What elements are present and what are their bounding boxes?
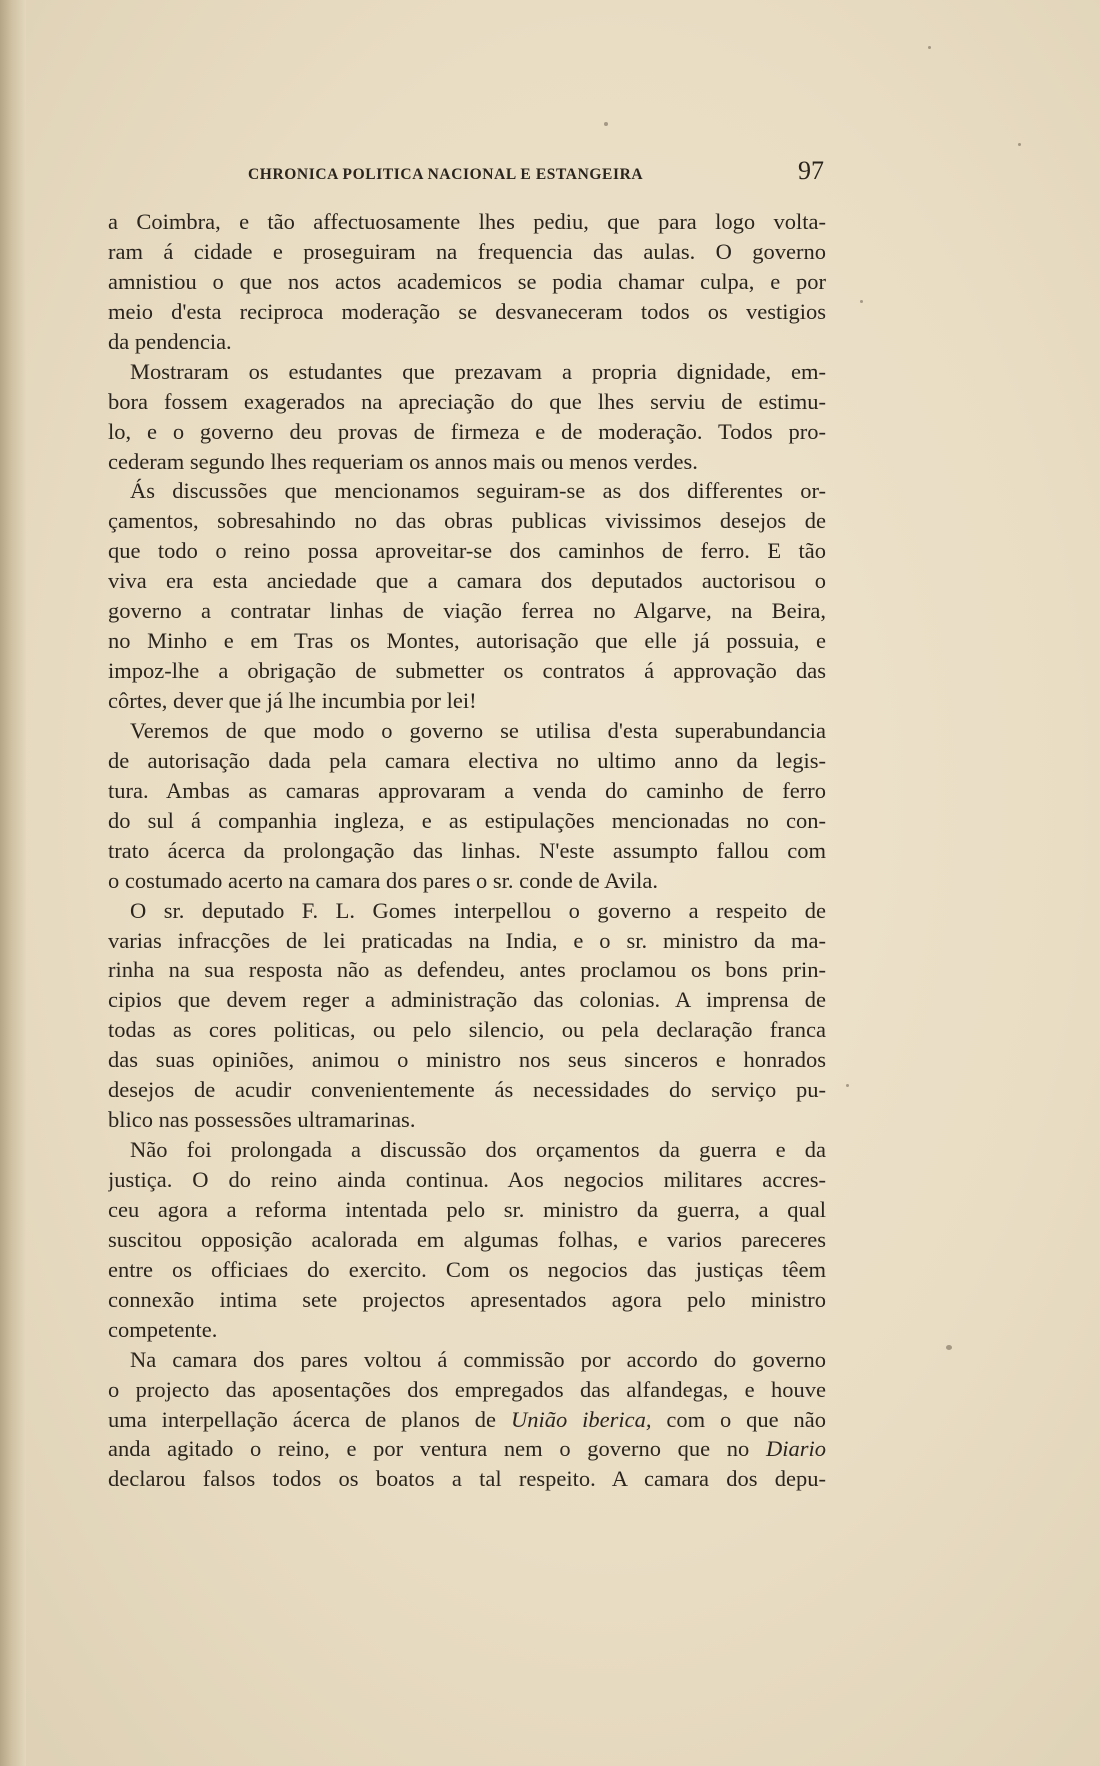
text-line: tura. Ambas as camaras approvaram a venda do caminho de ferro	[108, 777, 826, 803]
body-text	[108, 207, 826, 1494]
text-line: de autorisação dada pela camara electiva no ultimo anno da legis-	[108, 747, 826, 773]
text-line: Ás discussões que mencionamos seguiram-se as dos differentes or-	[130, 478, 826, 504]
text-line: da pendencia.	[108, 328, 232, 354]
text-line: que todo o reino possa aproveitar-se dos caminhos de ferro. E tão	[108, 538, 826, 564]
paper-speck	[1018, 143, 1021, 146]
text-line: cederam segundo lhes requeriam os annos mais ou menos verdes.	[108, 448, 698, 474]
text-line: çamentos, sobresahindo no das obras publicas vivissimos desejos de	[108, 508, 826, 534]
text-line: desejos de acudir convenientemente ás necessidades do serviço pu-	[108, 1077, 826, 1103]
text-line: o costumado acerto na camara dos pares o sr. conde de Avila.	[108, 867, 659, 893]
text-line: Veremos de que modo o governo se utilisa d'esta superabundancia	[130, 717, 826, 743]
text-run: com o que não	[666, 1406, 826, 1432]
text-line: do sul á companhia ingleza, e as estipulações mencionadas no con-	[108, 807, 826, 833]
text-line: entre os officiaes do exercito. Com os negocios das justiças têem	[108, 1256, 826, 1282]
italic-phrase: União iberica,	[510, 1406, 652, 1432]
text-line: ceu agora a reforma intentada pelo sr. ministro da guerra, a qual	[108, 1196, 826, 1222]
text-line: meio d'esta reciproca moderação se desvaneceram todos os vestigios	[108, 298, 826, 324]
italic-phrase: Diario	[765, 1436, 826, 1462]
text-line: Na camara dos pares voltou á commissão por accordo do governo	[130, 1346, 826, 1372]
text-run: uma interpellação ácerca de planos de	[108, 1406, 497, 1432]
text-line: lo, e o governo deu provas de firmeza e de moderação. Todos pro-	[108, 418, 826, 444]
text-line: todas as cores politicas, ou pelo silencio, ou pela declaração franca	[108, 1017, 826, 1043]
running-title: CHRONICA POLITICA NACIONAL E ESTANGEIRA	[248, 166, 644, 183]
text-line: trato ácerca da prolongação das linhas. N'este assumpto fallou com	[108, 837, 826, 863]
paper-speck	[946, 1345, 952, 1350]
text-line: a Coimbra, e tão affectuosamente lhes pediu, que para logo volta-	[108, 209, 826, 234]
text-line	[108, 1434, 826, 1464]
text-line: varias infracções de lei praticadas na India, e o sr. ministro da ma-	[108, 927, 826, 953]
text-line: justiça. O do reino ainda continua. Aos negocios militares accres-	[108, 1167, 826, 1192]
text-line: Mostraram os estudantes que prezavam a propria dignidade, em-	[130, 358, 826, 384]
page-header	[108, 156, 828, 190]
text-line: bora fossem exagerados na apreciação do que lhes serviu de estimu-	[108, 388, 826, 414]
text-line: O sr. deputado F. L. Gomes interpellou o governo a respeito de	[130, 897, 826, 923]
page-number: 97	[798, 156, 824, 185]
text-line: das suas opiniões, animou o ministro nos seus sinceros e honrados	[108, 1047, 826, 1073]
paper-speck	[604, 122, 608, 126]
text-line: no Minho e em Tras os Montes, autorisação que elle já possuia, e	[108, 628, 826, 654]
text-line: viva era esta anciedade que a camara dos deputados auctorisou o	[108, 568, 826, 594]
text-line: ram á cidade e proseguiram na frequencia das aulas. O governo	[108, 238, 826, 264]
text-line: competente.	[108, 1316, 218, 1342]
text-run: anda agitado o reino, e por ventura nem o governo que no	[108, 1436, 750, 1462]
text-line: declarou falsos todos os boatos a tal respeito. A camara dos depu-	[108, 1466, 826, 1492]
page-binding-shadow	[0, 0, 26, 1766]
paper-speck	[846, 1084, 849, 1087]
text-line: connexão intima sete projectos apresentados agora pelo ministro	[108, 1286, 826, 1312]
text-line: suscitou opposição acalorada em algumas folhas, e varios pareceres	[108, 1226, 826, 1252]
text-line: governo a contratar linhas de viação ferrea no Algarve, na Beira,	[108, 598, 826, 624]
text-line: rinha na sua resposta não as defendeu, antes proclamou os bons prin-	[108, 957, 826, 983]
text-line: cipios que devem reger a administração das colonias. A imprensa de	[108, 987, 826, 1013]
text-line: o projecto das aposentações dos empregados das alfandegas, e houve	[108, 1376, 826, 1402]
text-line: amnistiou o que nos actos academicos se podia chamar culpa, e por	[108, 268, 826, 294]
text-line: côrtes, dever que já lhe incumbia por lei!	[108, 688, 477, 713]
text-line: impoz-lhe a obrigação de submetter os contratos á approvação das	[108, 658, 826, 684]
text-line: Não foi prolongada a discussão dos orçamentos da guerra e da	[130, 1137, 826, 1163]
paper-speck	[928, 46, 931, 49]
paper-speck	[860, 300, 863, 303]
text-line	[108, 1405, 826, 1435]
text-line: blico nas possessões ultramarinas.	[108, 1107, 416, 1133]
